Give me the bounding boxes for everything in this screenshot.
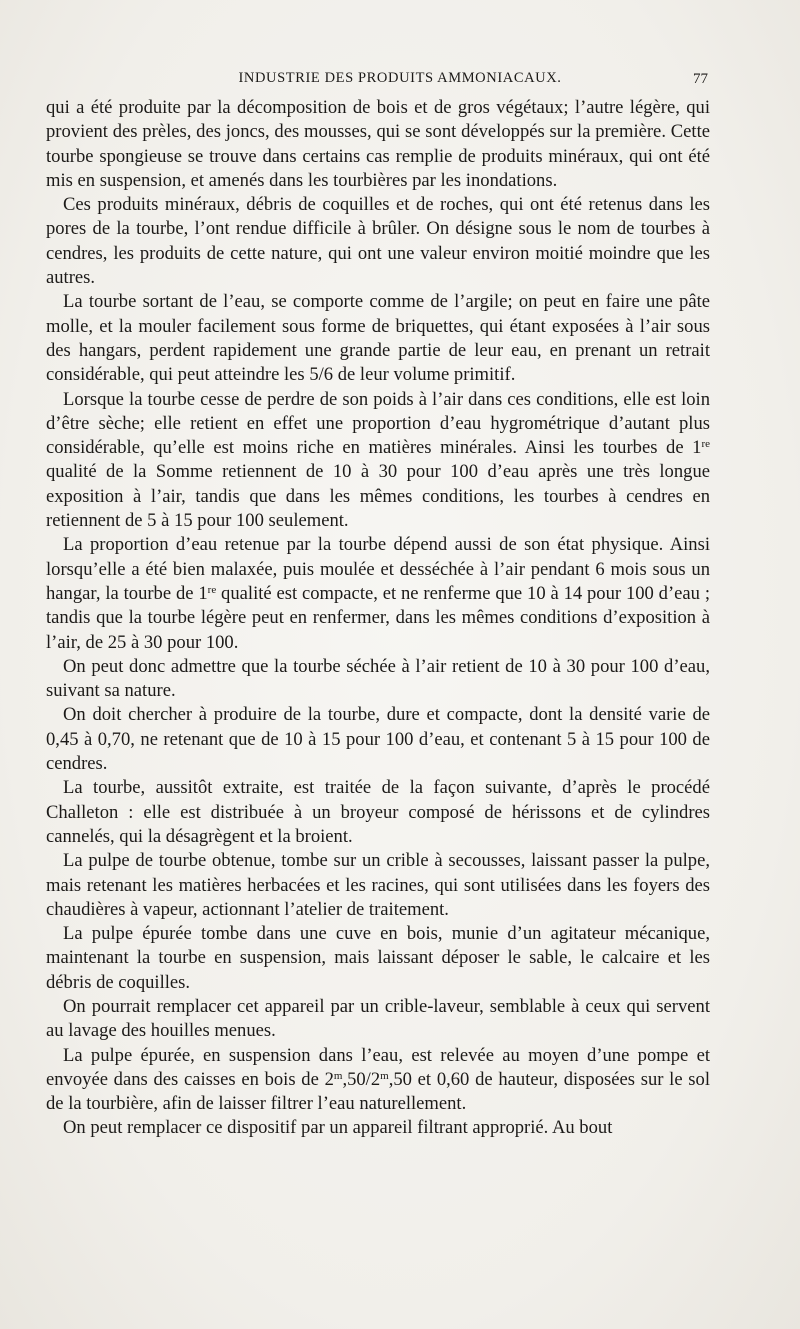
paragraph	[46, 1044, 710, 1117]
superscript: m	[380, 1069, 389, 1082]
text-run: qualité de la Somme retiennent de 10 à 30 pour 100 d’eau après une très longue exposition à l’air, tandis que dans les mêmes conditions, les tourbes à cendres en retiennent de 5 à 15 pour 100 seulement.	[46, 461, 710, 532]
text-run: ,50 et 0,60 de hauteur, disposées sur le sol de la tourbière, afin de laisser filtrer l’eau naturellement.	[46, 1068, 710, 1115]
paragraph: qui a été produite par la décomposition de bois et de gros végétaux; l’autre légère, qui provient des prèles, des joncs, des mousses, qui se sont développés sur la première. Cette tourbe spongieuse se trouve dans certains cas remplie de produits minéraux, qui ont été mis en suspension, et amenés dans les tourbières par les inondations.	[46, 97, 710, 191]
body-text	[46, 96, 710, 1141]
running-title: INDUSTRIE DES PRODUITS AMMONIACAUX.	[238, 70, 562, 86]
text-run: La pulpe épurée, en suspension dans l’eau, est relevée au moyen d’une pompe et envoyée dans des caisses en bois de 2	[46, 1044, 710, 1090]
superscript: m	[333, 1069, 343, 1082]
page-header	[0, 70, 800, 92]
paragraph	[46, 533, 710, 654]
paragraph: On peut donc admettre que la tourbe séchée à l’air retient de 10 à 30 pour 100 d’eau, suivant sa nature.	[46, 655, 710, 702]
paragraph: La tourbe, aussitôt extraite, est traitée de la façon suivante, d’après le procédé Challeton : elle est distribuée à un broyeur composé de hérissons et de cylindres cannelés, qui la désagrègent et la broient.	[46, 777, 710, 847]
text-run: ,50/2	[342, 1068, 381, 1090]
paragraph: Ces produits minéraux, débris de coquilles et de roches, qui ont été retenus dans les pores de la tourbe, l’ont rendue difficile à brûler. On désigne sous le nom de tourbes à cendres, les produits de cette nature, qui ont une valeur environ moitié moindre que les autres.	[46, 194, 710, 289]
paragraph: On peut remplacer ce dispositif par un appareil filtrant approprié. Au bout	[63, 1117, 613, 1139]
text-run: qualité est compacte, et ne renferme que 10 à 14 pour 100 d’eau ; tandis que la tourbe légère peut en renfermer, dans les mêmes conditions d’exposition à l’air, de 25 à 30 pour 100.	[46, 582, 710, 653]
paragraph: On pourrait remplacer cet appareil par un crible-laveur, semblable à ceux qui servent au lavage des houilles menues.	[46, 995, 710, 1042]
text-run: Lorsque la tourbe cesse de perdre de son poids à l’air dans ces conditions, elle est loin d’être sèche; elle retient en effet une proportion d’eau hygrométrique d’autant plus considérable, qu’elle est moins riche en matières minérales. Ainsi les tourbes de 1	[46, 388, 710, 459]
paragraph: La pulpe épurée tombe dans une cuve en bois, munie d’un agitateur mécanique, maintenant la tourbe en suspension, mais laissant déposer le sable, le calcaire et les débris de coquilles.	[46, 923, 710, 993]
paragraph	[46, 388, 710, 534]
page-number: 77	[693, 71, 708, 87]
paragraph: La pulpe de tourbe obtenue, tombe sur un crible à secousses, laissant passer la pulpe, mais retenant les matières herbacées et les racines, qui sont utilisées dans les foyers des chaudières à vapeur, actionnant l’atelier de traitement.	[46, 850, 710, 920]
superscript: re	[701, 438, 710, 451]
superscript: re	[207, 583, 217, 596]
paragraph: La tourbe sortant de l’eau, se comporte comme de l’argile; on peut en faire une pâte molle, et la mouler facilement sous forme de briquettes, qui étant exposées à l’air sous des hangars, perdent rapidement une grande partie de leur eau, en prenant un retrait considérable, qui peut atteindre les 5/6 de leur volume primitif.	[46, 291, 710, 386]
text-run: La proportion d’eau retenue par la tourbe dépend aussi de son état physique. Ainsi lorsqu’elle a été bien malaxée, puis moulée et desséchée à l’air pendant 6 mois sous un hangar, la tourbe de 1	[46, 534, 710, 604]
paragraph: On doit chercher à produire de la tourbe, dure et compacte, dont la densité varie de 0,45 à 0,70, ne retenant que de 10 à 15 pour 100 d’eau, et contenant 5 à 15 pour 100 de cendres.	[46, 704, 710, 775]
